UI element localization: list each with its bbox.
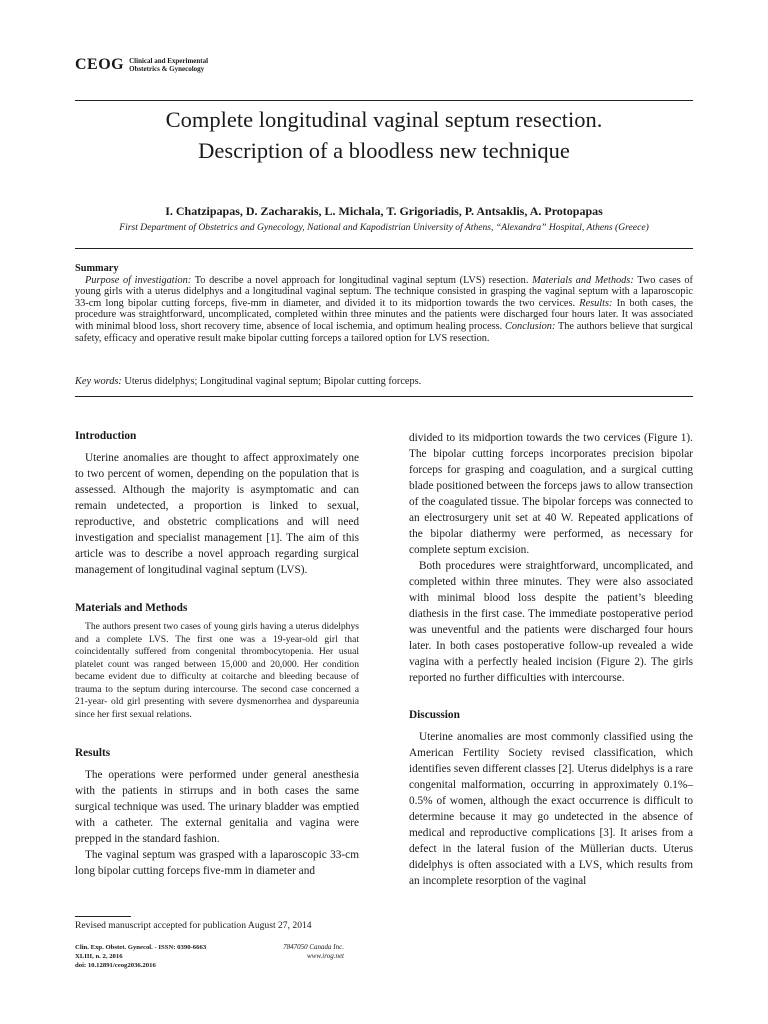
conclusion-text: The authors believe that surgical safety, efficacy and operative result make bipolar cutting forceps a tailored option for LVS resection.: [75, 320, 693, 344]
summary-divider: [75, 248, 693, 249]
results-paragraph-1: The operations were performed under general anesthesia with the patients in stirrups and in both cases the same surgical technique was used. The urinary bladder was emptied with a catheter. The external genitalia and vagina were prepped in the standard fashion.: [75, 769, 359, 845]
results-continued-paragraph: divided to its midportion towards the two cervices (Figure 1). The bipolar cutting forceps incorporates precision bipolar forceps for grasping and coagulation, and a surgical cutting blade positioned between the forceps jaws to allow transection of the coagulated tissue. The bipolar forceps was connected to an electrosurgery unit set at 40 W. Repeated applications of the bipolar diathermy were performed, as necessary for complete septum excision.: [409, 432, 693, 556]
keywords-text: Uterus didelphys; Longitudinal vaginal septum; Bipolar cutting forceps.: [121, 376, 422, 387]
summary-block: [75, 263, 693, 344]
journal-name-line1: Clinical and Experimental: [129, 57, 209, 65]
methods-heading: Materials and Methods: [75, 602, 188, 614]
publisher-block: [230, 943, 344, 961]
introduction-heading: Introduction: [75, 430, 137, 442]
footnote-divider: [75, 916, 131, 917]
summary-text: [75, 275, 693, 345]
purpose-label: Purpose of investigation:: [85, 274, 192, 286]
left-column: [75, 430, 359, 879]
results-label: Results:: [579, 297, 613, 309]
purpose-text: To describe a novel approach for longitudinal vaginal septum (LVS) resection.: [191, 274, 533, 286]
journal-name-line2: Obstetrics & Gynecology: [129, 65, 205, 73]
revised-note: Revised manuscript accepted for publication August 27, 2014: [75, 920, 312, 931]
right-column: [409, 430, 693, 889]
conclusion-label: Conclusion:: [505, 320, 556, 332]
citation-journal: Clin. Exp. Obstet. Gynecol. - ISSN: 0390-6663: [75, 944, 207, 951]
keywords: [75, 376, 693, 387]
methods-text: Two cases of young girls with a uterus didelphys and a longitudinal vaginal septum. The technique consisted in grasping the vaginal septum with a laparoscopic 33-cm long bipolar cutting forceps, five-mm in diameter, and divided it to its midportion towards the two cervices.: [75, 274, 693, 309]
citation-volume: XLIII, n. 2, 2016: [75, 953, 123, 960]
discussion-paragraph: Uterine anomalies are most commonly classified using the American Fertility Society revised classification, which identifies seven different classes [2]. Uterus didelphys is a rare congenital malformation, occurring in approximately 0.1%–0.5% of women, although the exact occurrence is difficult to determine because it may go undetected in the absence of medical and reproductive complications [3]. It arises from a defect in the lateral fusion of the Müllerian ducts. Uterus didelphys is often associated with a LVS, which results from an incomplete resorption of the vaginal: [409, 731, 693, 887]
title-line1: Complete longitudinal vaginal septum resection.: [165, 107, 603, 132]
results-heading: Results: [75, 747, 111, 759]
citation-block: [75, 943, 206, 970]
author-list: I. Chatzipapas, D. Zacharakis, L. Michala, T. Grigoriadis, P. Antsaklis, A. Protopapas: [165, 204, 603, 218]
title-line2: Description of a bloodless new technique: [198, 138, 570, 163]
journal-header: [75, 56, 239, 74]
results-text: In both cases, the procedure was straightforward, uncomplicated, completed within three minutes and the patients were discharged four hours later. It was associated with minimal blood loss, short recovery time, absence of local ischemia, and optimum healing process.: [75, 297, 694, 332]
keywords-label: Key words:: [75, 376, 122, 387]
methods-label: Materials and Methods:: [532, 274, 634, 286]
summary-heading: Summary: [75, 263, 119, 274]
results-outcome-paragraph: Both procedures were straightforward, uncomplicated, and completed within three minutes. They were also associated with minimal blood loss despite the patient’s bleeding diathesis in the first case. The immediate postoperative period was uneventful and the patients were discharged four hours later. In both cases postoperative follow-up revealed a wide vagina with a perfectly healed incision (Figure 2). The girls reported no further difficulties with intercourse.: [409, 560, 693, 684]
publisher-name: 7847050 Canada Inc.: [283, 943, 344, 951]
journal-name: [129, 57, 239, 73]
journal-logo: CEOG: [75, 56, 125, 73]
publisher-url: www.irog.net: [307, 952, 344, 960]
affiliation: First Department of Obstetrics and Gynecology, National and Kapodistrian University of Athens, “Alexandra” Hospital, Athens (Greece): [119, 222, 649, 233]
keywords-divider: [75, 396, 693, 397]
discussion-heading: Discussion: [409, 709, 460, 721]
introduction-paragraph: Uterine anomalies are thought to affect approximately one to two percent of women, depending on the population that is assessed. Although the majority is asymptomatic and can remain undetected, a proportion is linked to sexual, reproductive, and obstetric complications and will need investigation and specialist management [1]. The aim of this article was to describe a novel approach regarding surgical management of longitudinal vaginal septum (LVS).: [75, 452, 359, 576]
methods-paragraph: The authors present two cases of young girls having a uterus didelphys and a complete LVS. The first one was a 19-year-old girl that coincidentally suffered from congenital thrombocytopenia. Her usual platelet count was ranged between 15,000 and 20,000. Her condition became evident due to difficulty at coitarche and bleeding because of trauma to the septum during intercourse. The second case concerned a 21-year- old girl presenting with severe dysmenorrhea and dyspareunia since her first sexual relations.: [75, 621, 359, 720]
article-title: [75, 104, 693, 166]
header-divider: [75, 100, 693, 101]
results-paragraph-2: The vaginal septum was grasped with a laparoscopic 33-cm long bipolar cutting forceps five-mm in diameter and: [75, 849, 359, 877]
citation-doi: doi: 10.12891/ceog2036.2016: [75, 962, 156, 969]
